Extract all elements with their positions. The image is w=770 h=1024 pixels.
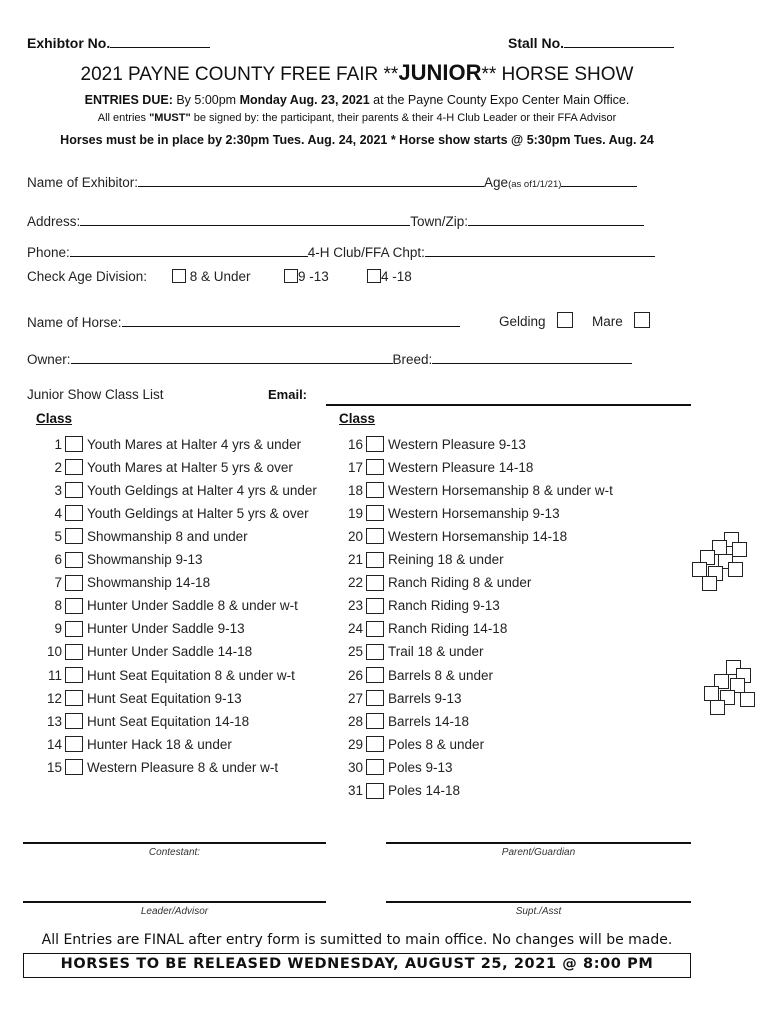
class-item[interactable] xyxy=(40,503,309,523)
release-notice-box: HORSES TO BE RELEASED WEDNESDAY, AUGUST 25, 2021 @ 8:00 PM xyxy=(23,953,691,978)
club-input[interactable] xyxy=(425,242,655,257)
mare-option[interactable] xyxy=(592,312,650,329)
class-name: Poles 9-13 xyxy=(388,759,453,775)
class-header-right: Class xyxy=(339,411,376,426)
final-entries-notice xyxy=(0,932,714,948)
class-item[interactable] xyxy=(40,688,242,708)
class-item[interactable] xyxy=(40,596,298,616)
class-checkbox[interactable] xyxy=(65,736,83,752)
class-number: 9 xyxy=(54,621,62,637)
class-header-left: Class xyxy=(36,411,73,426)
class-item[interactable] xyxy=(343,480,613,500)
class-checkbox[interactable] xyxy=(366,482,384,498)
class-item[interactable] xyxy=(40,619,245,639)
class-checkbox[interactable] xyxy=(65,436,83,452)
class-number: 20 xyxy=(347,528,363,544)
class-name: Youth Mares at Halter 4 yrs & under xyxy=(87,436,302,452)
final-suffix: after entry form is sumitted to main office. No changes will be made. xyxy=(183,932,673,948)
class-item[interactable] xyxy=(343,665,493,685)
class-item[interactable] xyxy=(343,781,460,801)
exhibitor-name-row xyxy=(27,172,637,190)
stall-no-field xyxy=(508,33,674,51)
leader-signature-label: Leader/Advisor xyxy=(140,906,209,917)
class-number: 8 xyxy=(54,598,62,614)
class-number: 3 xyxy=(54,482,62,498)
class-number: 31 xyxy=(347,783,363,798)
class-item[interactable] xyxy=(343,596,500,616)
class-checkbox[interactable] xyxy=(65,667,83,683)
class-name: Ranch Riding 8 & under xyxy=(388,575,532,591)
class-name: Reining 18 & under xyxy=(388,552,504,567)
class-item[interactable] xyxy=(40,734,232,754)
signature-requirement-line xyxy=(0,112,714,124)
class-number: 1 xyxy=(54,436,62,452)
class-checkbox[interactable] xyxy=(65,713,83,729)
class-checkbox[interactable] xyxy=(366,667,384,683)
class-item[interactable] xyxy=(343,642,484,662)
class-checkbox[interactable] xyxy=(65,644,83,660)
class-item[interactable] xyxy=(40,480,317,500)
exhibitor-no-field xyxy=(27,33,210,51)
class-name: Western Horsemanship 14-18 xyxy=(388,528,568,544)
age-division-label: Check Age Division: xyxy=(27,269,148,284)
class-item[interactable] xyxy=(40,757,278,777)
class-number: 11 xyxy=(47,667,62,683)
class-name: Showmanship 9-13 xyxy=(87,552,203,567)
class-number: 6 xyxy=(54,552,62,567)
leader-signature-line[interactable] xyxy=(23,901,326,903)
class-checkbox[interactable] xyxy=(366,736,384,752)
class-checkbox[interactable] xyxy=(366,690,384,706)
class-checkbox[interactable] xyxy=(65,459,83,475)
phone-label: Phone: xyxy=(27,245,70,260)
page-title xyxy=(0,60,714,86)
gelding-checkbox[interactable] xyxy=(557,312,573,328)
owner-input[interactable] xyxy=(71,349,393,364)
age-label: Age xyxy=(484,175,509,190)
class-name: Hunter Hack 18 & under xyxy=(87,736,232,752)
class-checkbox[interactable] xyxy=(366,552,384,568)
class-checkbox[interactable] xyxy=(366,598,384,614)
class-name: Hunter Under Saddle 14-18 xyxy=(87,644,253,660)
class-checkbox[interactable] xyxy=(366,459,384,475)
class-item[interactable] xyxy=(40,642,252,662)
class-item[interactable] xyxy=(40,457,293,477)
entries-due-place: at the Payne County Expo Center Main Office. xyxy=(369,93,630,107)
class-name: Ranch Riding 14-18 xyxy=(388,621,508,637)
class-number: 12 xyxy=(46,690,62,706)
gelding-option[interactable] xyxy=(499,312,573,329)
title-prefix: 2021 PAYNE COUNTY FREE FAIR ** xyxy=(80,64,399,85)
class-name: Western Pleasure 8 & under w-t xyxy=(87,759,279,775)
class-checkbox[interactable] xyxy=(366,436,384,452)
class-name: Trail 18 & under xyxy=(388,644,484,660)
class-number: 4 xyxy=(54,505,62,521)
class-checkbox[interactable] xyxy=(65,505,83,521)
class-name: Barrels 14-18 xyxy=(388,713,470,729)
class-item[interactable] xyxy=(40,665,295,685)
class-checkbox[interactable] xyxy=(65,690,83,706)
signed-must: "MUST" xyxy=(149,112,191,124)
class-number: 13 xyxy=(46,713,62,729)
horse-name-label: Name of Horse: xyxy=(27,315,122,330)
email-input[interactable] xyxy=(326,404,691,406)
class-list-label: Junior Show Class List xyxy=(27,387,164,402)
class-item[interactable] xyxy=(343,757,453,777)
exhibitor-name-label: Name of Exhibitor: xyxy=(27,175,139,190)
class-number: 5 xyxy=(54,528,62,544)
class-item[interactable] xyxy=(40,711,249,731)
division-option-label: 8 & Under xyxy=(189,269,251,284)
division-checkbox[interactable] xyxy=(284,269,298,283)
class-checkbox[interactable] xyxy=(65,482,83,498)
class-name: Youth Geldings at Halter 4 yrs & under xyxy=(87,482,317,498)
exhibitor-no-label: Exhibtor No. xyxy=(27,35,111,51)
division-checkbox[interactable] xyxy=(367,269,381,283)
parent-signature-label: Parent/Guardian xyxy=(501,847,576,858)
class-name: Ranch Riding 9-13 xyxy=(388,598,500,614)
signed-suffix: be signed by: the participant, their parents & their 4-H Club Leader or their FFA Advisor xyxy=(190,112,617,124)
class-item[interactable] xyxy=(343,619,507,639)
class-item[interactable] xyxy=(343,526,567,546)
class-number: 16 xyxy=(347,436,363,452)
age-note: (as of1/1/21) xyxy=(508,179,562,190)
stall-no-label: Stall No. xyxy=(508,35,565,51)
address-row xyxy=(27,211,644,229)
class-item[interactable] xyxy=(343,550,504,570)
class-name: Western Pleasure 9-13 xyxy=(388,436,526,452)
class-number: 15 xyxy=(46,759,62,775)
class-item[interactable] xyxy=(40,526,248,546)
class-number: 19 xyxy=(347,505,363,521)
exhibitor-no-input[interactable] xyxy=(110,33,210,48)
horses-in-place-line: Horses must be in place by 2:30pm Tues. Aug. 24, 2021 * Horse show starts @ 5:30pm Tues. Aug. 24 xyxy=(60,133,654,147)
address-label: Address: xyxy=(27,214,81,229)
class-number: 14 xyxy=(46,736,62,752)
class-name: Hunter Under Saddle 9-13 xyxy=(87,621,245,637)
class-name: Hunt Seat Equitation 9-13 xyxy=(87,690,242,706)
class-name: Hunt Seat Equitation 8 & under w-t xyxy=(87,667,295,683)
phone-row xyxy=(27,242,655,260)
class-name: Hunt Seat Equitation 14-18 xyxy=(87,713,250,729)
signed-prefix: All entries xyxy=(97,112,150,124)
class-name: Poles 14-18 xyxy=(388,783,461,798)
email-label: Email: xyxy=(268,387,308,402)
class-number: 2 xyxy=(54,459,62,475)
exhibitor-name-input[interactable] xyxy=(138,172,484,187)
title-junior: JUNIOR xyxy=(398,60,482,85)
class-item[interactable] xyxy=(343,457,533,477)
division-option-8-under[interactable] xyxy=(172,269,251,284)
class-name: Western Horsemanship 8 & under w-t xyxy=(388,482,613,498)
class-checkbox[interactable] xyxy=(65,759,83,775)
parent-signature-line[interactable] xyxy=(386,842,691,844)
class-checkbox[interactable] xyxy=(366,713,384,729)
class-number: 18 xyxy=(347,482,363,498)
class-item[interactable] xyxy=(343,434,526,454)
address-input[interactable] xyxy=(80,211,410,226)
division-option-9-13[interactable] xyxy=(284,269,329,284)
owner-row xyxy=(27,349,632,367)
stacked-boxes-icon xyxy=(700,660,770,722)
class-number: 28 xyxy=(347,713,363,729)
horse-name-input[interactable] xyxy=(122,312,460,327)
mare-checkbox[interactable] xyxy=(634,312,650,328)
division-option-14-18[interactable] xyxy=(367,269,412,284)
class-number: 30 xyxy=(347,759,363,775)
class-checkbox[interactable] xyxy=(65,552,83,568)
class-item[interactable] xyxy=(40,573,210,593)
class-name: Showmanship 14-18 xyxy=(87,575,211,591)
class-number: 10 xyxy=(46,644,62,660)
class-name: Western Pleasure 14-18 xyxy=(388,459,534,475)
title-suffix: ** HORSE SHOW xyxy=(481,64,634,85)
mare-label: Mare xyxy=(592,314,623,329)
town-zip-input[interactable] xyxy=(468,211,644,226)
class-number: 26 xyxy=(347,667,363,683)
contestant-signature-label: Contestant: xyxy=(148,847,201,858)
class-checkbox[interactable] xyxy=(366,505,384,521)
class-name: Youth Mares at Halter 5 yrs & over xyxy=(87,459,293,475)
class-number: 21 xyxy=(347,552,363,567)
gelding-label: Gelding xyxy=(499,314,546,329)
class-number: 29 xyxy=(347,736,363,752)
final-prefix: All Entries are xyxy=(41,932,144,948)
breed-input[interactable] xyxy=(432,349,632,364)
division-option-label: 4 -18 xyxy=(381,269,412,284)
class-name: Barrels 9-13 xyxy=(388,690,462,706)
class-number: 22 xyxy=(347,575,363,591)
class-name: Western Horsemanship 9-13 xyxy=(388,505,560,521)
class-number: 25 xyxy=(347,644,363,660)
stall-no-input[interactable] xyxy=(564,33,674,48)
entries-due-time: By 5:00pm xyxy=(172,93,240,107)
class-item[interactable] xyxy=(343,503,560,523)
class-checkbox[interactable] xyxy=(65,575,83,591)
entries-due-line xyxy=(0,93,714,107)
class-number: 27 xyxy=(347,690,363,706)
phone-input[interactable] xyxy=(70,242,308,257)
class-number: 17 xyxy=(347,459,363,475)
class-name: Hunter Under Saddle 8 & under w-t xyxy=(87,598,298,614)
club-label: 4-H Club/FFA Chpt: xyxy=(307,245,425,260)
contestant-signature-line[interactable] xyxy=(23,842,326,844)
class-number: 23 xyxy=(347,598,363,614)
owner-label: Owner: xyxy=(27,352,71,367)
class-checkbox[interactable] xyxy=(65,621,83,637)
class-item[interactable] xyxy=(343,734,484,754)
class-name: Youth Geldings at Halter 5 yrs & over xyxy=(87,505,309,521)
class-name: Poles 8 & under xyxy=(388,736,485,752)
class-item[interactable] xyxy=(40,550,203,570)
class-name: Showmanship 8 and under xyxy=(87,528,248,544)
town-zip-label: Town/Zip: xyxy=(410,214,469,229)
horse-name-row xyxy=(27,312,460,330)
class-checkbox[interactable] xyxy=(366,621,384,637)
class-item[interactable] xyxy=(40,434,301,454)
class-checkbox[interactable] xyxy=(65,598,83,614)
age-input[interactable] xyxy=(561,172,637,187)
entries-due-label: ENTRIES DUE: xyxy=(84,93,173,107)
class-checkbox[interactable] xyxy=(366,528,384,544)
stacked-boxes-icon xyxy=(692,532,770,602)
class-checkbox[interactable] xyxy=(366,759,384,775)
class-number: 7 xyxy=(54,575,62,591)
supt-signature-line[interactable] xyxy=(386,901,691,903)
division-option-label: 9 -13 xyxy=(298,269,329,284)
final-word: FINAL xyxy=(143,932,184,948)
class-checkbox[interactable] xyxy=(366,783,384,799)
class-number: 24 xyxy=(347,621,363,637)
entries-due-date: Monday Aug. 23, 2021 xyxy=(239,93,370,107)
class-name: Barrels 8 & under xyxy=(388,667,494,683)
class-checkbox[interactable] xyxy=(366,575,384,591)
class-checkbox[interactable] xyxy=(65,528,83,544)
class-checkbox[interactable] xyxy=(366,644,384,660)
supt-signature-label: Supt./Asst xyxy=(515,906,562,917)
class-item[interactable] xyxy=(343,573,531,593)
class-item[interactable] xyxy=(343,711,469,731)
breed-label: Breed: xyxy=(392,352,433,367)
division-checkbox[interactable] xyxy=(172,269,186,283)
class-item[interactable] xyxy=(343,688,462,708)
